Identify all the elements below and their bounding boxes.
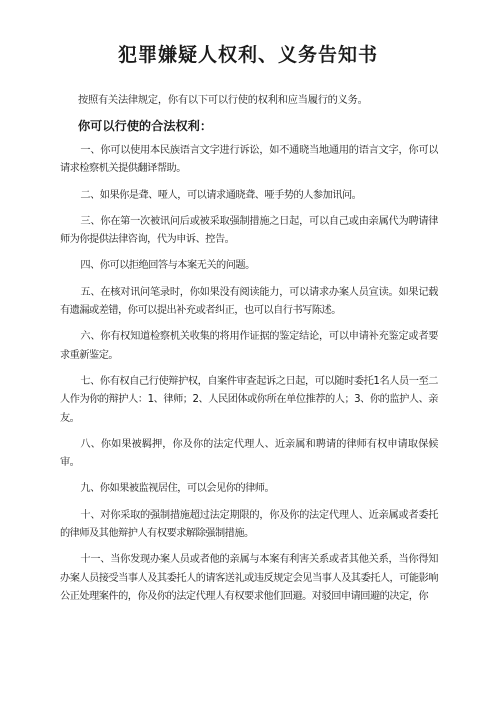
- paragraph: 七、你有权自己行使辩护权，自案件审查起诉之日起，可以随时委托1名人员一至二人作为你的辩护人：1、律师；2、人民团体或你所在单位推荐的人；3、你的监护人、亲友。: [60, 375, 438, 424]
- paragraph: 九、你如果被监视居住，可以会见你的律师。: [80, 483, 275, 495]
- paragraph: 十、对你采取的强制措施超过法定期限的，你及你的法定代理人、近亲属或者委托的律师及其他辩护人有权要求解除强制措施。: [60, 509, 438, 540]
- rights-list: [60, 142, 438, 614]
- page-title: 犯罪嫌疑人权利、义务告知书: [117, 44, 378, 66]
- paragraph: 十一、当你发现办案人员或者他的亲属与本案有利害关系或者其他关系，当你得知办案人员接受当事人及其委托人的请客送礼或违反规定会见当事人及其委托人，可能影响公正处理案件的，你及你的法定代理人有权要求他们回避。对驳回申请回避的决定，你: [60, 554, 438, 603]
- paragraph: 六、你有权知道检察机关收集的将用作证据的鉴定结论，可以申请补充鉴定或者要求重新鉴定。: [60, 331, 438, 361]
- paragraph: 五、在核对讯问笔录时，你如果没有阅读能力，可以请求办案人员宣读。如果记载有遗漏或差错，你可以提出补充或者纠正，也可以自行书写陈述。: [60, 286, 438, 317]
- paragraph: 一、你可以使用本民族语言文字进行诉讼，如不通晓当地通用的语言文字，你可以请求检察机关提供翻译帮助。: [60, 145, 438, 175]
- paragraph: 三、你在第一次被讯问后或被采取强制措施之日起，可以自己或由亲属代为聘请律师为你提供法律咨询，代为申诉、控告。: [60, 215, 438, 246]
- paragraph: 八、你如果被羁押，你及你的法定代理人、近亲属和聘请的律师有权申请取保候审。: [60, 438, 438, 469]
- paragraph: 四、你可以拒绝回答与本案无关的问题。: [80, 260, 255, 272]
- rights-heading: 你可以行使的合法权利：: [78, 119, 213, 133]
- intro-text: 按照有关法律规定，你有以下可以行使的权利和应当履行的义务。: [78, 95, 368, 106]
- paragraph: 二、如果你是聋、哑人，可以请求通晓聋、哑手势的人参加讯问。: [80, 189, 362, 201]
